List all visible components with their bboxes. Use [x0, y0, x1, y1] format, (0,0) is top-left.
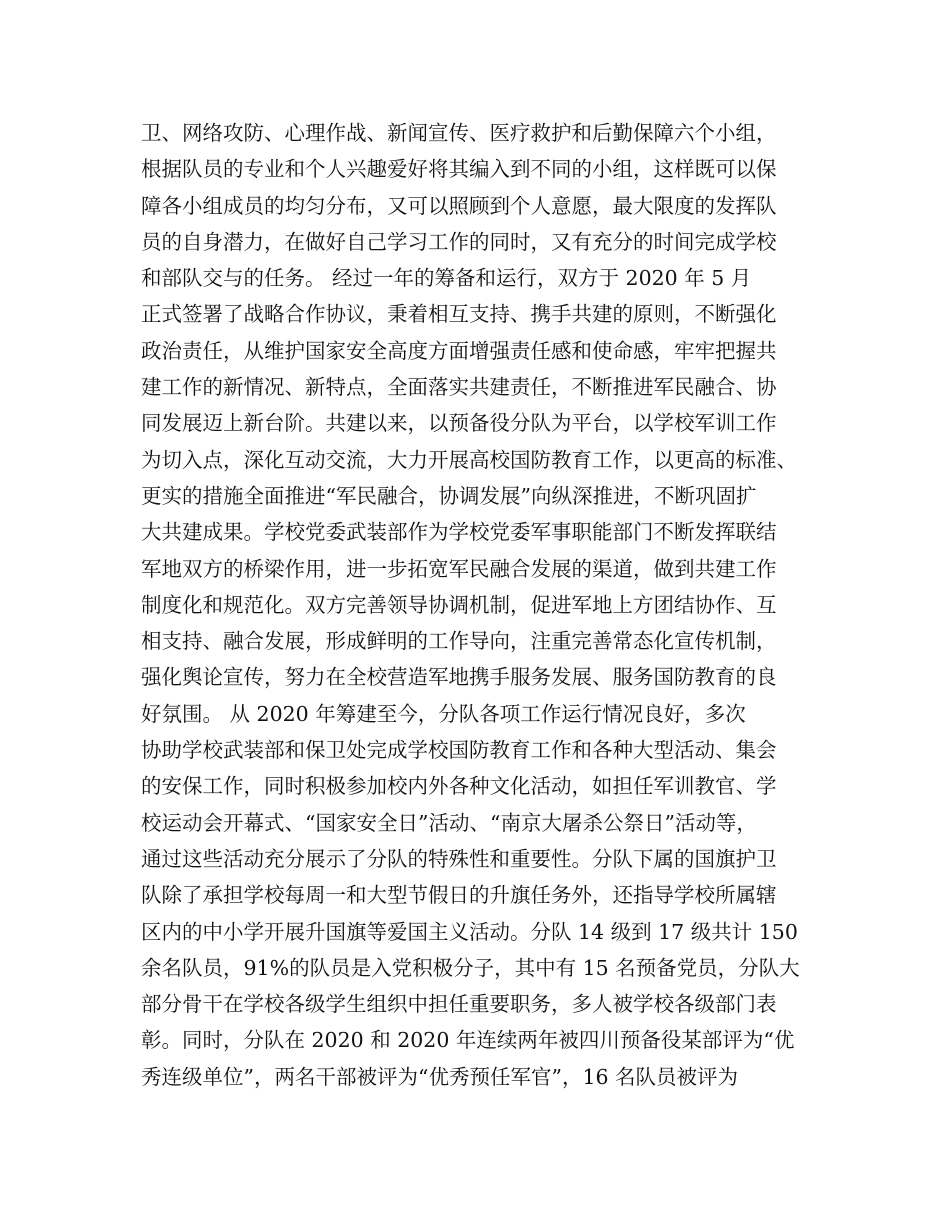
- text-line: 建工作的新情况、新特点，全面落实共建责任，不断推进军民融合、协: [141, 375, 777, 400]
- text-line: 和部队交与的任务。 经过一年的筹备和运行，双方于 2020 年 5 月: [141, 266, 752, 291]
- text-line: 强化舆论宣传，努力在全校营造军地携手服务发展、服务国防教育的良: [141, 665, 777, 690]
- text-line: 部分骨干在学校各级学生组织中担任重要职务，多人被学校各级部门表: [141, 992, 777, 1017]
- text-line: 政治责任，从维护国家安全高度方面增强责任感和使命感，牢牢把握共: [141, 338, 777, 363]
- text-line: 相支持、融合发展，形成鲜明的工作导向，注重完善常态化宣传机制，: [141, 629, 777, 654]
- text-line: 为切入点，深化互动交流，大力开展高校国防教育工作，以更高的标准、: [141, 447, 797, 472]
- text-line: 队除了承担学校每周一和大型节假日的升旗任务外，还指导学校所属辖: [141, 883, 777, 908]
- text-line: 秀连级单位”，两名干部被评为“优秀预任军官”，16 名队员被评为: [141, 1064, 739, 1089]
- text-line: 好氛围。 从 2020 年筹建至今，分队各项工作运行情况良好，多次: [141, 701, 746, 726]
- text-line: 卫、网络攻防、心理作战、新闻宣传、医疗救护和后勤保障六个小组，: [141, 121, 777, 145]
- text-line: 更实的措施全面推进“军民融合，协调发展”向纵深推进，不断巩固扩: [141, 483, 757, 508]
- text-line: 根据队员的专业和个人兴趣爱好将其编入到不同的小组，这样既可以保: [141, 157, 777, 182]
- text-line: 员的自身潜力，在做好自己学习工作的同时，又有充分的时间完成学校: [141, 229, 777, 254]
- text-line: 余名队员，91%的队员是入党积极分子，其中有 15 名预备党员，分队大: [141, 955, 800, 980]
- text-line: 同发展迈上新台阶。共建以来，以预备役分队为平台，以学校军训工作: [141, 411, 777, 436]
- text-line: 区内的中小学开展升国旗等爱国主义活动。分队 14 级到 17 级共计 150: [141, 919, 798, 944]
- text-line: 的安保工作，同时积极参加校内外各种文化活动，如担任军训教官、学: [141, 774, 777, 799]
- body-text: [141, 115, 831, 1095]
- text-line: 通过这些活动充分展示了分队的特殊性和重要性。分队下属的国旗护卫: [141, 846, 777, 871]
- text-line: 正式签署了战略合作协议，秉着相互支持、携手共建的原则，不断强化: [141, 302, 777, 327]
- text-line: 校运动会开幕式、“国家安全日”活动、“南京大屠杀公祭日”活动等，: [141, 810, 757, 835]
- text-line: 制度化和规范化。双方完善领导协调机制，促进军地上方团结协作、互: [141, 592, 777, 617]
- text-line: 军地双方的桥梁作用，进一步拓宽军民融合发展的渠道，做到共建工作: [141, 556, 777, 581]
- text-line: 彰。同时，分队在 2020 和 2020 年连续两年被四川预备役某部评为“优: [141, 1028, 795, 1053]
- text-line: 障各小组成员的均匀分布，又可以照顾到个人意愿，最大限度的发挥队: [141, 193, 777, 218]
- text-line: 大共建成果。学校党委武装部作为学校党委军事职能部门不断发挥联结: [141, 520, 777, 545]
- text-line: 协助学校武装部和保卫处完成学校国防教育工作和各种大型活动、集会: [141, 738, 777, 763]
